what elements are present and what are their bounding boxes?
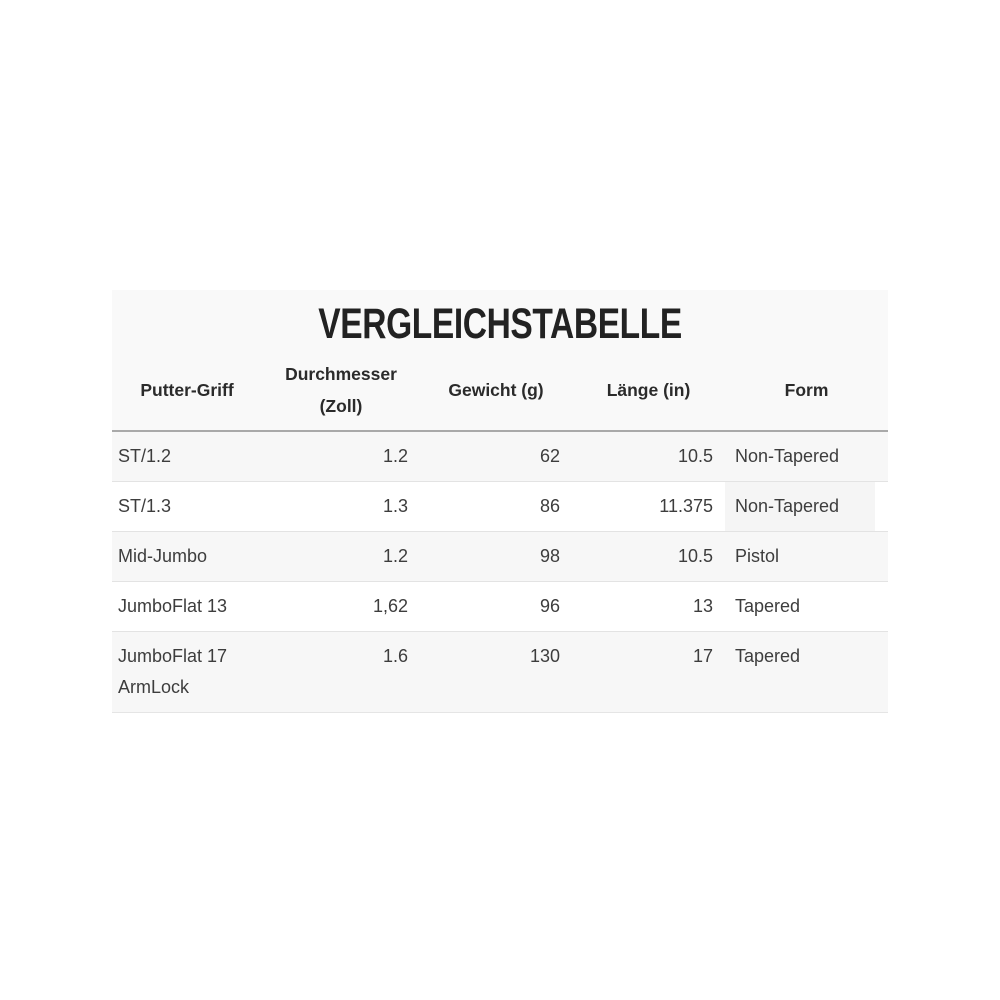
table-body <box>112 431 888 713</box>
header-gewicht-g: Gewicht (g) <box>420 350 572 431</box>
cell-form: Pistol <box>725 532 888 582</box>
cell-laenge: 11.375 <box>572 482 725 532</box>
table-row-st-1-3 <box>112 482 888 532</box>
cell-laenge: 10.5 <box>572 532 725 582</box>
cell-putter-griff: ST/1.2 <box>118 446 172 466</box>
header-form: Form <box>725 350 888 431</box>
cell-putter-griff: Mid-Jumbo <box>112 532 262 582</box>
comparison-table-section <box>112 290 888 713</box>
cell-durchmesser: 1.2 <box>382 446 408 466</box>
cell-laenge: 13 <box>572 582 725 632</box>
cell-gewicht: 86 <box>420 482 572 532</box>
cell-gewicht: 130 <box>420 632 572 713</box>
cell-durchmesser: 1.3 <box>262 482 420 532</box>
cell-durchmesser: 1.2 <box>262 532 420 582</box>
cell-putter-griff: ST/1.3 <box>112 482 262 532</box>
cell-form: Tapered <box>725 582 888 632</box>
cell-gewicht: 62 <box>539 446 560 466</box>
cell-gewicht: 98 <box>420 532 572 582</box>
table-row-mid-jumbo <box>112 532 888 582</box>
header-laenge-in: Länge (in) <box>572 350 725 431</box>
table-title <box>112 290 888 350</box>
comparison-table <box>112 350 888 713</box>
table-row-jumboflat-17-armlock <box>112 632 888 713</box>
cell-form-highlighted: Non-Tapered <box>725 482 888 532</box>
cell-putter-griff: JumboFlat 13 <box>112 582 262 632</box>
table-header-row <box>112 350 888 431</box>
cell-gewicht: 96 <box>420 582 572 632</box>
cell-durchmesser: 1.6 <box>262 632 420 713</box>
table-head <box>112 350 888 431</box>
table-row-st-1-2 <box>112 431 888 482</box>
header-durchmesser-zoll: Durchmesser (Zoll) <box>262 350 420 431</box>
cell-durchmesser: 1,62 <box>262 582 420 632</box>
table-row-jumboflat-13 <box>112 582 888 632</box>
cell-putter-griff: JumboFlat 17 ArmLock <box>112 632 262 713</box>
header-putter-griff: Putter-Griff <box>112 350 262 431</box>
cell-laenge: 10.5 <box>677 446 713 466</box>
cell-form: Tapered <box>725 632 888 713</box>
cell-laenge: 17 <box>572 632 725 713</box>
cell-form: Non-Tapered <box>735 446 840 466</box>
table-title-text: VERGLEICHSTABELLE <box>318 300 682 348</box>
